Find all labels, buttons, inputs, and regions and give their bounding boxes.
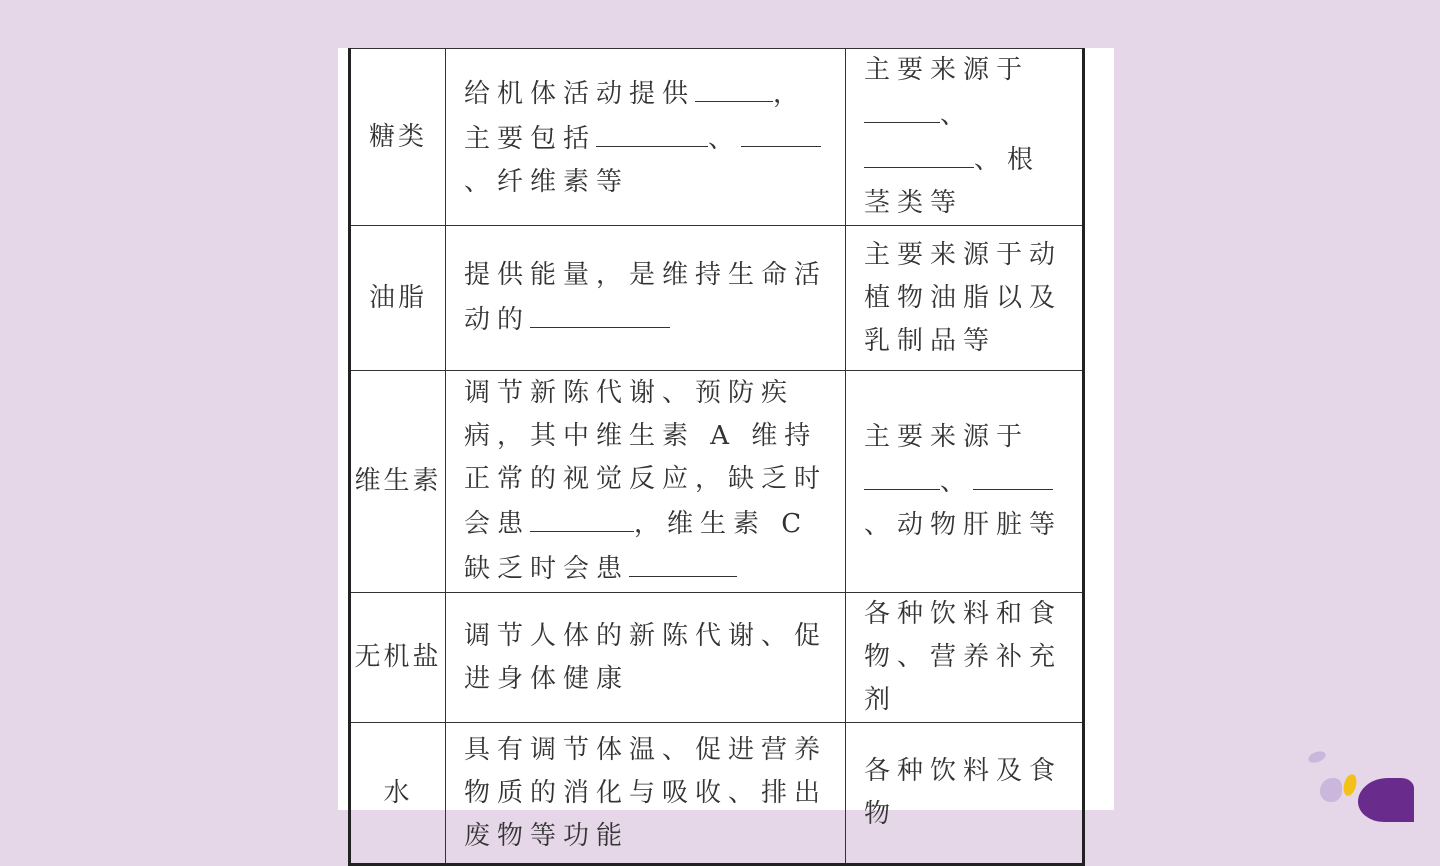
fill-blank[interactable] — [864, 137, 974, 168]
function-text: 提供能量，是维持生命活动的 — [464, 260, 828, 335]
lavender-leaf-decoration — [1307, 749, 1327, 765]
nutrient-source: 主要来源于动植物油脂以及乳制品等 — [846, 226, 1084, 371]
fill-blank[interactable] — [629, 546, 737, 577]
worksheet-page — [338, 48, 1114, 851]
nutrient-source: 各种饮料及食物 — [846, 723, 1084, 865]
nutrient-source — [846, 49, 1084, 226]
fill-blank[interactable] — [530, 501, 576, 532]
source-text: 、根茎类等 — [864, 145, 1041, 218]
table-row — [350, 593, 1084, 723]
nutrient-name: 糖类 — [350, 49, 446, 226]
function-text: ，维生素 C 缺乏时会患 — [464, 509, 809, 584]
nutrient-name: 维生素 — [350, 371, 446, 593]
nutrient-function — [446, 49, 846, 226]
source-text: 主要来源于 — [864, 422, 1030, 452]
nutrient-function: 具有调节体温、促进营养物质的消化与吸收、排出废物等功能 — [446, 723, 846, 865]
fill-blank[interactable] — [904, 459, 940, 490]
nutrient-source — [846, 371, 1084, 593]
table-row — [350, 371, 1084, 593]
function-text: 给机体活动提供 — [464, 78, 696, 109]
source-text: 、 — [940, 467, 974, 497]
nutrient-source: 各种饮料和食物、营养补充剂 — [846, 593, 1084, 723]
fill-blank[interactable] — [741, 116, 821, 147]
fill-blank[interactable] — [973, 459, 1053, 490]
nutrient-name: 水 — [350, 723, 446, 865]
table-row — [350, 226, 1084, 371]
fill-blank[interactable] — [864, 92, 904, 123]
function-text: 调节新陈代谢、预防疾病，其中维生素 A 维持正常的视觉反应，缺乏时会患 — [464, 378, 828, 539]
nutrient-function: 调节人体的新陈代谢、促进身体健康 — [446, 593, 846, 723]
nutrient-function — [446, 226, 846, 371]
nutrient-name: 油脂 — [350, 226, 446, 371]
function-text: 、纤维素等 — [464, 166, 630, 197]
table-row — [350, 49, 1084, 226]
source-text: 、动物肝脏等 — [864, 510, 1063, 540]
fill-blank[interactable] — [596, 116, 708, 147]
fill-blank[interactable] — [864, 459, 904, 490]
source-text: 主要来源于 — [864, 55, 1030, 85]
lavender-leaf-decoration — [1320, 778, 1342, 802]
nutrient-function — [446, 371, 846, 593]
function-text: 、 — [708, 123, 742, 154]
purple-leaf-decoration — [1358, 778, 1414, 822]
nutrient-table — [348, 48, 1085, 866]
fill-blank[interactable] — [904, 92, 940, 123]
fill-blank[interactable] — [576, 501, 634, 532]
fill-blank[interactable] — [695, 71, 773, 102]
function-text: ，主要包括 — [464, 78, 807, 154]
fill-blank[interactable] — [530, 297, 670, 328]
table-row — [350, 723, 1084, 865]
nutrient-name: 无机盐 — [350, 593, 446, 723]
yellow-leaf-decoration — [1341, 773, 1358, 797]
source-text: 、 — [940, 100, 974, 130]
